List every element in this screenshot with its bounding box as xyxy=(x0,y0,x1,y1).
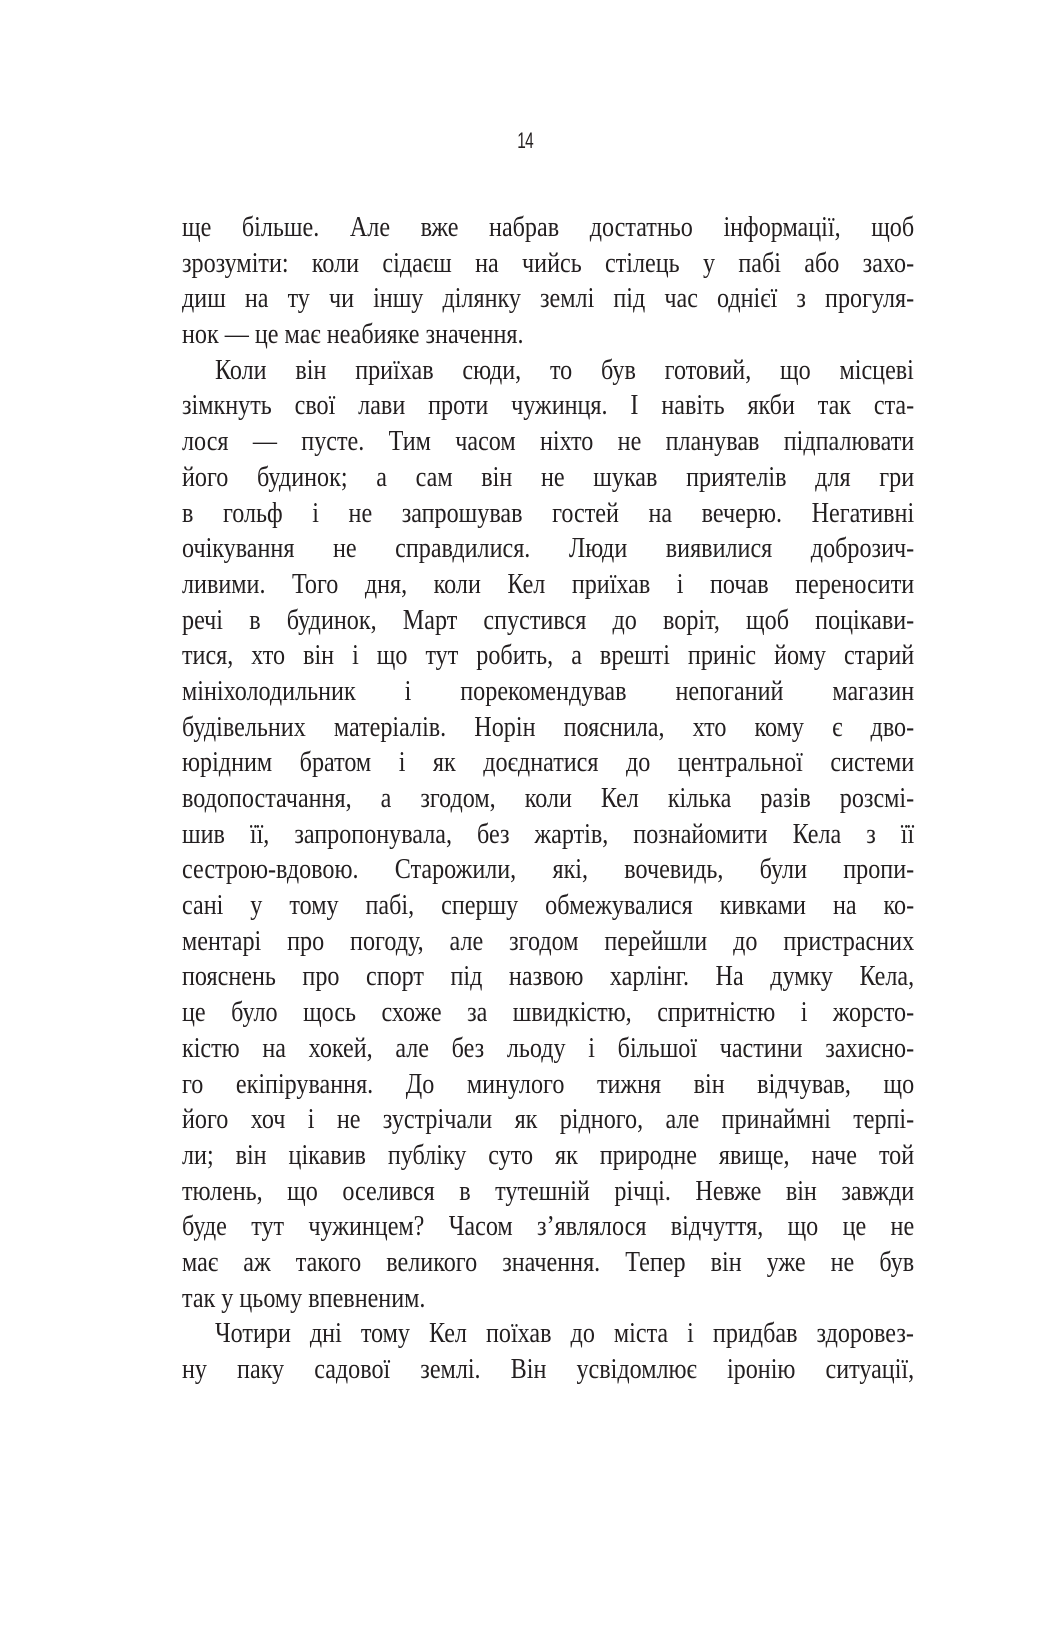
text-line: пояснень про спорт під назвою харлінг. На думку Кела, xyxy=(182,960,915,993)
page-number: 14 xyxy=(517,128,533,153)
paragraph xyxy=(182,1316,914,1387)
text-line: ще більше. Але вже набрав достатньо інформації, щоб xyxy=(182,211,915,243)
text-line: будівельних матеріалів. Норін пояснила, хто кому є дво- xyxy=(182,710,915,743)
text-line: ну паку садової землі. Він усвідомлює іронію ситуації, xyxy=(182,1353,915,1385)
paragraph xyxy=(182,210,914,353)
text-line: його хоч і не зустрічали як рідного, але принаймні терпі- xyxy=(182,1103,915,1136)
text-line: водопостачання, а згодом, коли Кел кілька разів розсмі- xyxy=(182,782,915,814)
text-line: ментарі про погоду, але згодом перейшли до пристрасних xyxy=(182,924,915,957)
text-line: речі в будинок, Март спустився до воріт, щоб поцікави- xyxy=(182,603,915,636)
text-line: тися, хто він і що тут робить, а врешті приніс йому старий xyxy=(182,639,915,672)
text-line: лося — пусте. Тим часом ніхто не планував підпалювати xyxy=(182,425,915,458)
text-line: так у цьому впевненим. xyxy=(182,1281,426,1314)
text-line: очікування не справдилися. Люди виявилися доброзич- xyxy=(182,532,915,565)
body-text xyxy=(182,210,914,1388)
text-line: нок — це має неабияке значення. xyxy=(182,318,524,351)
text-line: диш на ту чи іншу ділянку землі під час однієї з прогуля- xyxy=(182,282,915,315)
text-line: в гольф і не запрошував гостей на вечерю. Негативні xyxy=(182,496,915,529)
text-line: шив її, запропонувала, без жартів, познайомити Кела з її xyxy=(182,817,915,850)
text-line: го екіпірування. До минулого тижня він відчував, що xyxy=(182,1067,915,1100)
text-line: ливими. Того дня, коли Кел приїхав і почав переносити xyxy=(182,567,915,600)
text-line: буде тут чужинцем? Часом з’являлося відчуття, що це не xyxy=(182,1210,915,1243)
text-line: сані у тому пабі, спершу обмежувалися кивками на ко- xyxy=(182,889,915,922)
text-line: мініхолодильник і порекомендував непоганий магазин xyxy=(182,674,915,707)
text-line: юрідним братом і як доєднатися до центральної системи xyxy=(182,746,915,779)
text-line: тюлень, що оселився в тутешній річці. Невже він завжди xyxy=(182,1174,915,1207)
text-line: Коли він приїхав сюди, то був готовий, що місцеві xyxy=(215,353,914,386)
text-line: кістю на хокей, але без льоду і більшої частини захисно- xyxy=(182,1031,915,1064)
text-line: має аж такого великого значення. Тепер він уже не був xyxy=(182,1245,915,1278)
text-line: це було щось схоже за швидкістю, спритністю і жорсто- xyxy=(182,996,915,1029)
text-line: Чотири дні тому Кел поїхав до міста і придбав здоровез- xyxy=(215,1317,914,1350)
text-line: його будинок; а сам він не шукав приятелів для гри xyxy=(182,460,915,493)
paragraph xyxy=(182,353,914,1317)
text-line: зрозуміти: коли сідаєш на чийсь стілець у пабі або захо- xyxy=(182,246,915,279)
text-line: зімкнуть свої лави проти чужинця. І навіть якби так ста- xyxy=(182,389,915,422)
text-line: сестрою-вдовою. Старожили, які, вочевидь, були пропи- xyxy=(182,853,915,886)
text-line: ли; він цікавив публіку суто як природне явище, наче той xyxy=(182,1138,915,1171)
